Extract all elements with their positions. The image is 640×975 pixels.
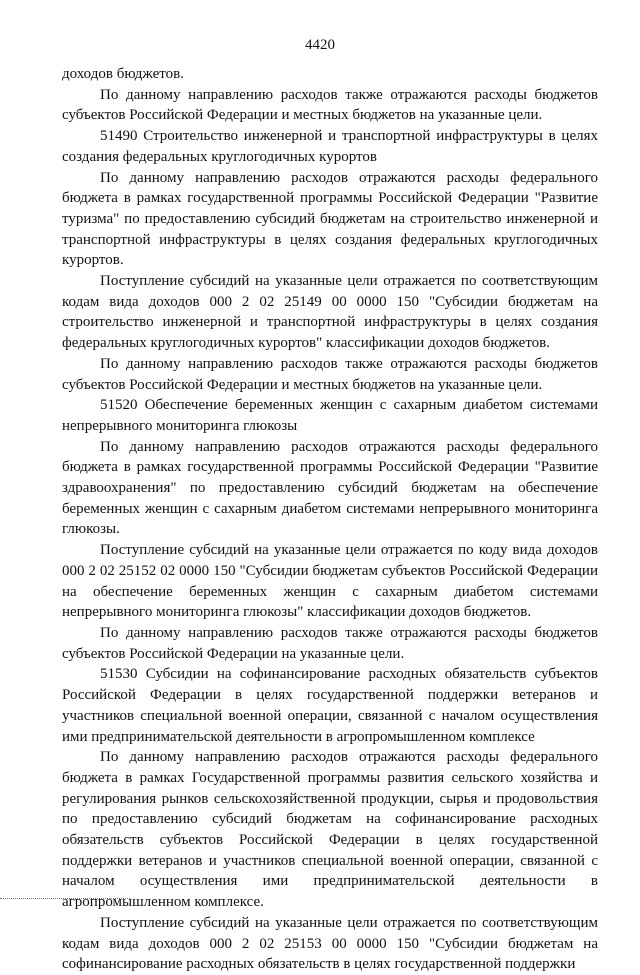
paragraph-continuation: доходов бюджетов. [62, 66, 184, 82]
paragraph: Поступление субсидий на указанные цели отражается по коду вида доходов 000 2 02 25152 02 0000 150 "Субсидии бюджетам субъектов Российской Федерации на обеспечение беременных женщин с сахарным диабетом системами непрерывного мониторинга глюкозы" классификации доходов бюджетов. [62, 542, 598, 621]
paragraph: По данному направлению расходов отражаются расходы федерального бюджета в рамках Государственной программы развития сельского хозяйства и регулирования рынков сельскохозяйственной продукции, сырья и продовольствия по предоставлению субсидий бюджетам на софинансирование расходных обязательств субъектов Российской Федерации в целях государственной поддержки ветеранов и участников специальной военной операции, связанной с началом осуществления ими предпринимательской деятельности в агропромышленном комплексе. [62, 749, 598, 911]
paragraph: Поступление субсидий на указанные цели отражается по соответствующим кодам вида доходов 000 2 02 25149 00 0000 150 "Субсидии бюджетам на строительство инженерной и транспортной инфраструктуры в целях создания федеральных круглогодичных курортов" классификации доходов бюджетов. [62, 273, 598, 352]
paragraph: Поступление субсидий на указанные цели отражается по соответствующим кодам вида доходов 000 2 02 25153 00 0000 150 "Субсидии бюджетам на софинансирование расходных обязательств в целях государственной поддержки [62, 914, 598, 973]
paragraph: По данному направлению расходов также отражаются расходы бюджетов субъектов Российской Федерации и местных бюджетов на указанные цели. [62, 86, 598, 124]
paragraph: По данному направлению расходов отражаются расходы федерального бюджета в рамках государственной программы Российской Федерации "Развитие здравоохранения" по предоставлению субсидий бюджетам на обеспечение беременных женщин с сахарным диабетом системами непрерывного мониторинга глюкозы. [62, 438, 598, 538]
section-heading-51490: 51490 Строительство инженерной и транспортной инфраструктуры в целях создания федеральных круглогодичных курортов [62, 128, 598, 165]
footer-rule [0, 898, 130, 899]
page-number: 4420 [305, 37, 335, 53]
paragraph: По данному направлению расходов также отражаются расходы бюджетов субъектов Российской Федерации и местных бюджетов на указанные цели. [62, 355, 598, 393]
paragraph: По данному направлению расходов также отражаются расходы бюджетов субъектов Российской Федерации на указанные цели. [62, 624, 598, 662]
document-body [62, 64, 598, 975]
paragraph: По данному направлению расходов отражаются расходы федерального бюджета в рамках государственной программы Российской Федерации "Развитие туризма" по предоставлению субсидий бюджетам на строительство инженерной и транспортной инфраструктуры в целях создания федеральных круглогодичных курортов. [62, 169, 598, 269]
section-heading-51530: 51530 Субсидии на софинансирование расходных обязательств субъектов Российской Федерации в целях государственной поддержки ветеранов и участников специальной военной операции, связанной с началом осуществления ими предпринимательской деятельности в агропромышленном комплексе [62, 666, 598, 745]
section-heading-51520: 51520 Обеспечение беременных женщин с сахарным диабетом системами непрерывного мониторинга глюкозы [62, 397, 598, 434]
